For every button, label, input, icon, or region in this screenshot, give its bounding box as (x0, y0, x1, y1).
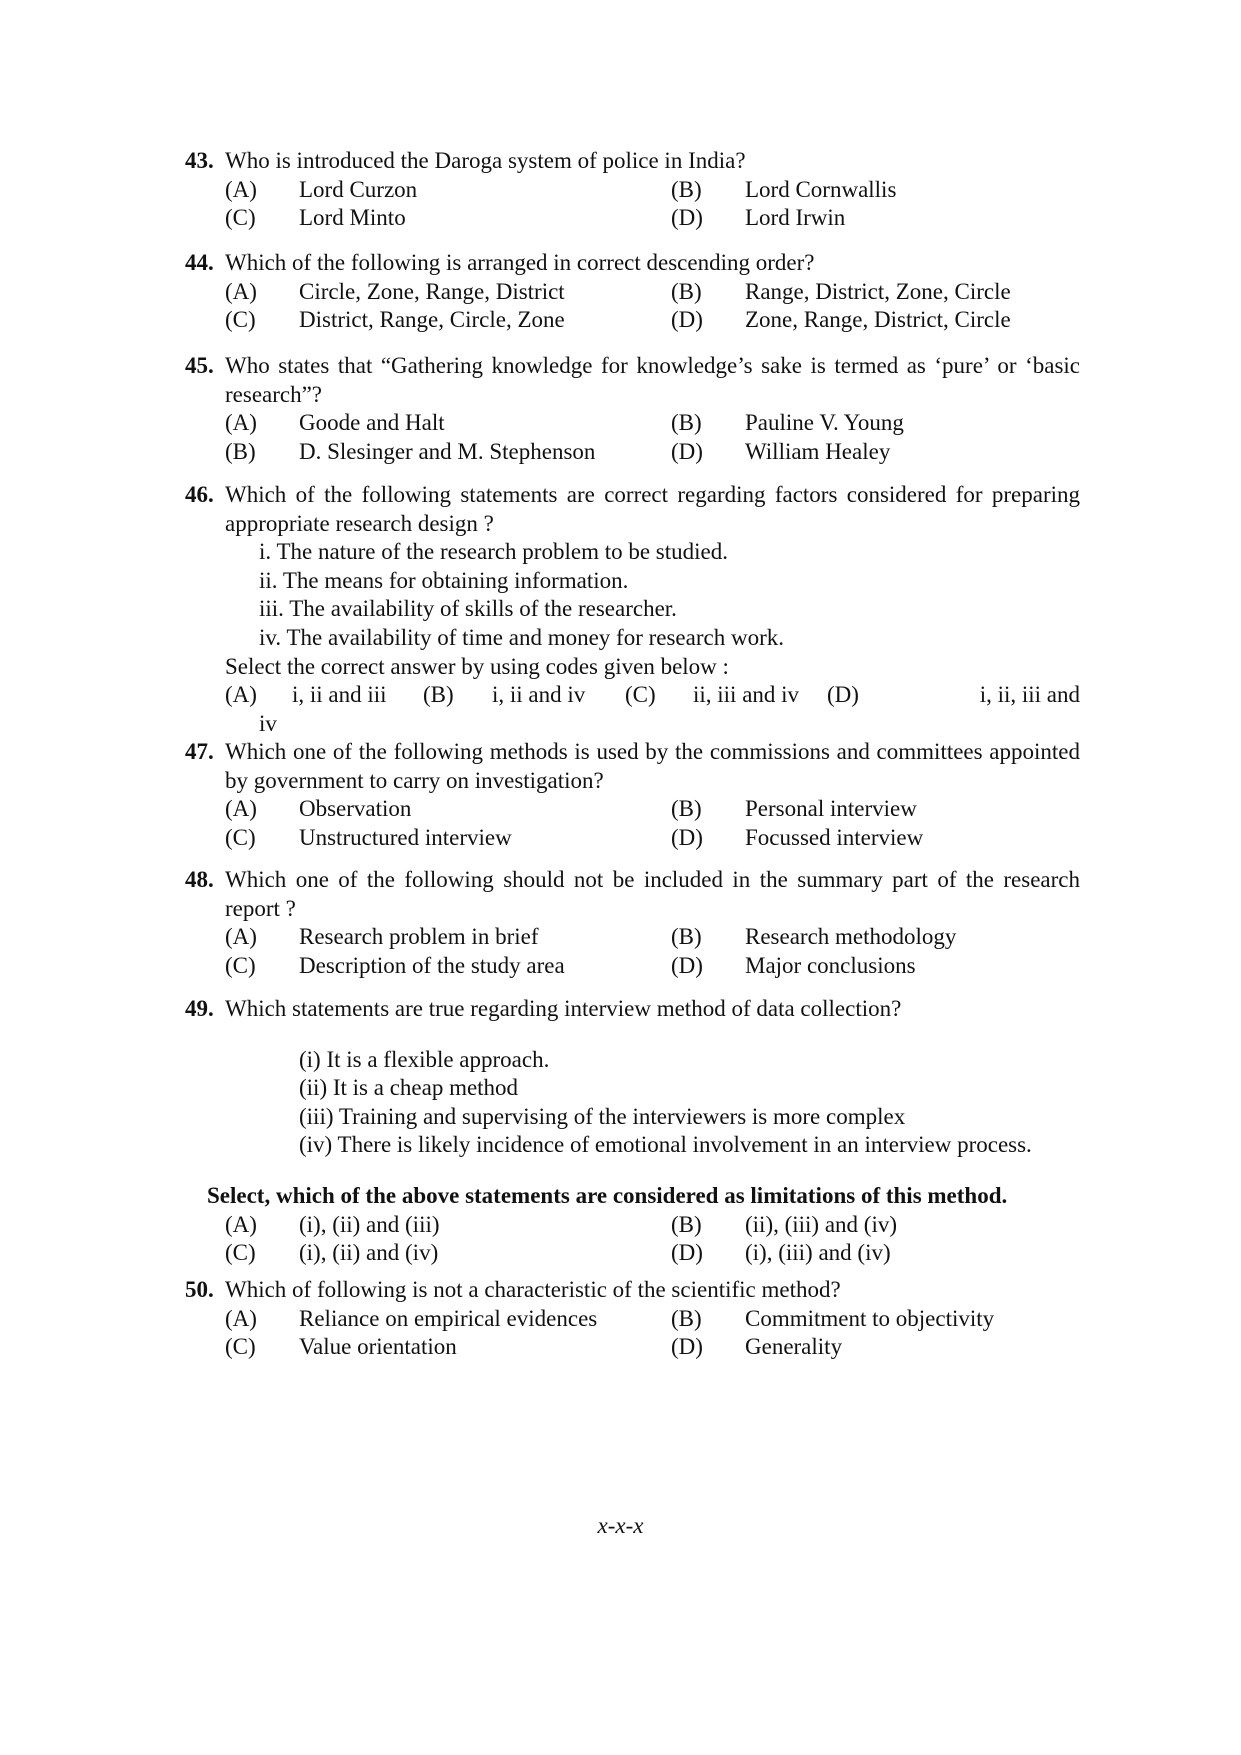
options (225, 1211, 1080, 1268)
question-45 (185, 352, 1080, 466)
option-text: Lord Cornwallis (745, 176, 897, 202)
question-47 (185, 738, 1080, 852)
option-text: Research problem in brief (299, 924, 539, 950)
page-footer: x-x-x (597, 1513, 644, 1538)
question-number: 45. (185, 353, 214, 378)
option-text: Description of the study area (299, 952, 565, 978)
options (225, 409, 1080, 466)
question-50 (185, 1276, 1080, 1362)
option-text: Personal interview (745, 796, 917, 822)
option-text: Reliance on empirical evidences (299, 1305, 598, 1331)
question-44 (185, 249, 1080, 335)
question-text: Which of following is not a characteristic of the scientific method? (225, 1277, 841, 1302)
option-label: (B) (671, 796, 702, 822)
option-label: (D) (671, 438, 703, 464)
option-text: Pauline V. Young (745, 410, 904, 436)
option-label: (A) (225, 1211, 257, 1237)
option-label: (D) (827, 682, 859, 708)
option-text: ii, iii and iv (693, 682, 800, 708)
option-text: Lord Minto (299, 205, 406, 231)
option-text: Zone, Range, District, Circle (745, 307, 1011, 333)
option-label: (A) (225, 682, 257, 708)
option-label: (A) (225, 796, 257, 822)
option-text: (i), (ii) and (iv) (299, 1240, 439, 1266)
question-text: Which one of the following should not be included in the summary part of the research report ? (225, 867, 1080, 921)
option-label: (D) (671, 1334, 703, 1360)
options (225, 176, 1080, 233)
question-number: 50. (185, 1277, 214, 1302)
option-label: (A) (225, 924, 257, 950)
option-text: Range, District, Zone, Circle (745, 278, 1011, 304)
option-text: Commitment to objectivity (745, 1305, 995, 1331)
statement: iii. The availability of skills of the researcher. (259, 596, 677, 622)
option-label: (D) (671, 824, 703, 850)
question-49 (185, 995, 1080, 1268)
question-46 (185, 481, 1080, 738)
statement: iv. The availability of time and money for research work. (259, 624, 784, 650)
option-label: (D) (671, 205, 703, 231)
instruction: Select the correct answer by using codes given below : (225, 653, 729, 679)
option-label: (C) (225, 1240, 256, 1266)
question-text: Which of the following statements are correct regarding factors considered for preparing appropriate research design ? (225, 482, 1080, 536)
question-number: 46. (185, 482, 214, 507)
option-text: Research methodology (745, 924, 957, 950)
option-text: Goode and Halt (299, 410, 445, 436)
option-label: (C) (625, 682, 656, 708)
option-text: District, Range, Circle, Zone (299, 307, 565, 333)
option-label: (B) (225, 438, 256, 464)
option-label: (C) (225, 307, 256, 333)
question-number: 48. (185, 867, 214, 892)
statement: (ii) It is a cheap method (299, 1075, 519, 1101)
question-text: Who is introduced the Daroga system of police in India? (225, 148, 746, 173)
option-label: (C) (225, 1334, 256, 1360)
option-text: Unstructured interview (299, 824, 512, 850)
option-label: (B) (671, 1211, 702, 1237)
options (225, 923, 1080, 980)
option-label: (B) (671, 278, 702, 304)
statement: (i) It is a flexible approach. (299, 1046, 550, 1072)
question-text: Which statements are true regarding interview method of data collection? (225, 996, 902, 1021)
option-label: (B) (423, 682, 454, 708)
option-text: Generality (745, 1334, 843, 1360)
question-number: 47. (185, 739, 214, 764)
option-label: (B) (671, 176, 702, 202)
option-text: Focussed interview (745, 824, 924, 850)
question-number: 43. (185, 148, 214, 173)
option-label: (A) (225, 410, 257, 436)
options (225, 278, 1080, 335)
option-text: (i), (ii) and (iii) (299, 1211, 440, 1237)
option-text: Circle, Zone, Range, District (299, 278, 565, 304)
option-text: i, ii and iii (292, 682, 387, 708)
option-text: Observation (299, 796, 412, 822)
option-text: Major conclusions (745, 952, 916, 978)
question-text: Which one of the following methods is used by the commissions and committees appointed by government to carry on investigation? (225, 739, 1080, 793)
instruction: Select, which of the above statements are considered as limitations of this method. (207, 1182, 1008, 1208)
question-text: Who states that “Gathering knowledge for knowledge’s sake is termed as ‘pure’ or ‘basic research”? (225, 353, 1080, 407)
question-43 (185, 147, 1080, 233)
question-number: 49. (185, 996, 214, 1021)
option-label: (D) (671, 1240, 703, 1266)
option-continuation: iv (259, 710, 277, 736)
option-label: (C) (225, 205, 256, 231)
option-label: (D) (671, 307, 703, 333)
options (225, 681, 1080, 710)
statement: ii. The means for obtaining information. (259, 567, 629, 593)
option-text: D. Slesinger and M. Stephenson (299, 438, 596, 464)
option-label: (A) (225, 278, 257, 304)
options (225, 1305, 1080, 1362)
option-text: (i), (iii) and (iv) (745, 1240, 891, 1266)
question-48 (185, 866, 1080, 980)
option-label: (C) (225, 824, 256, 850)
question-text: Which of the following is arranged in correct descending order? (225, 250, 815, 275)
option-text: William Healey (745, 438, 891, 464)
option-text: i, ii and iv (492, 682, 586, 708)
option-label: (D) (671, 952, 703, 978)
question-number: 44. (185, 250, 214, 275)
option-label: (A) (225, 1305, 257, 1331)
option-label: (B) (671, 924, 702, 950)
option-label: (B) (671, 1305, 702, 1331)
option-label: (B) (671, 410, 702, 436)
options (225, 795, 1080, 852)
statement: (iv) There is likely incidence of emotional involvement in an interview process. (299, 1132, 1032, 1158)
option-text: (ii), (iii) and (iv) (745, 1211, 898, 1237)
statement: i. The nature of the research problem to be studied. (259, 539, 728, 565)
option-label: (C) (225, 952, 256, 978)
option-text: i, ii, iii and (979, 682, 1080, 708)
option-label: (A) (225, 176, 257, 202)
option-text: Lord Irwin (745, 205, 846, 231)
option-text: Value orientation (299, 1334, 457, 1360)
option-text: Lord Curzon (299, 176, 418, 202)
statement: (iii) Training and supervising of the interviewers is more complex (299, 1103, 906, 1129)
